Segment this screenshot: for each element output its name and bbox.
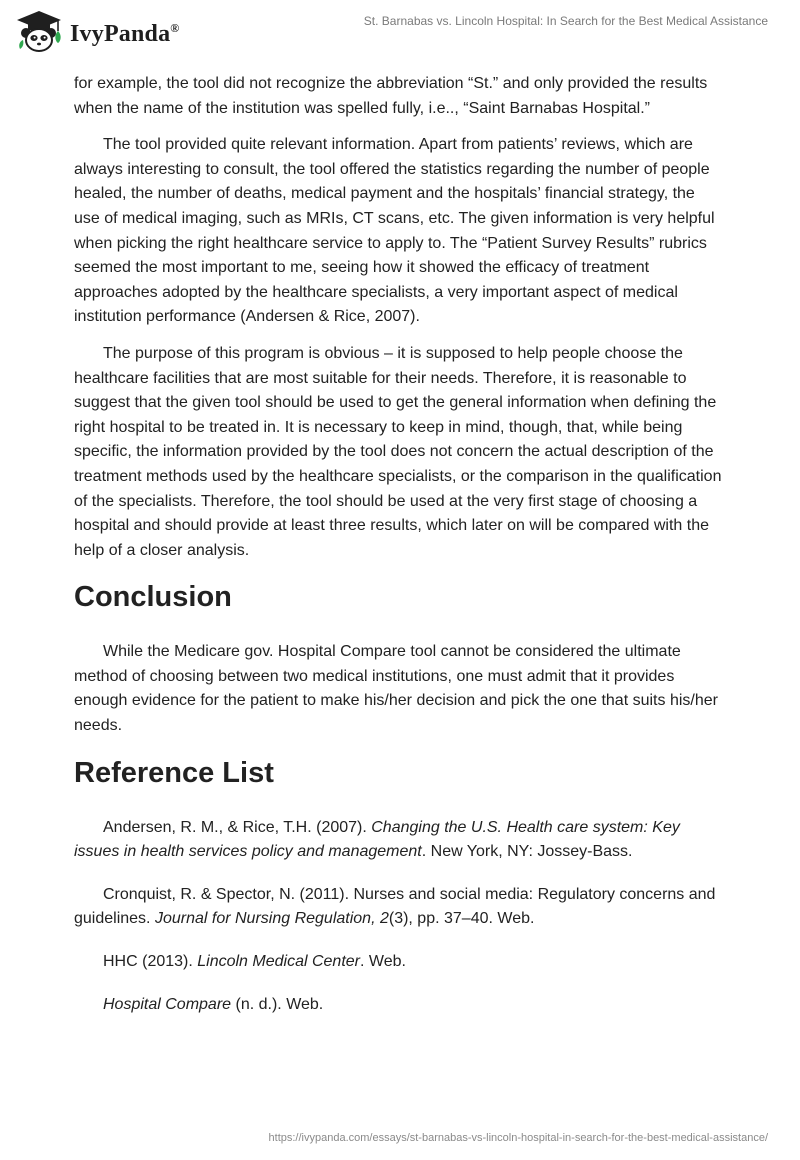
conclusion-paragraph: While the Medicare gov. Hospital Compare tool cannot be considered the ultimate method of choosing between two medical institutions, one must admit that it provides enough evidence for the patient to make his/her decision and pick the one that suits his/her needs. bbox=[74, 643, 718, 735]
reference-item: Andersen, R. M., & Rice, T.H. (2007). Changing the U.S. Health care system: Key issues in health services policy and management. New York, NY: Jossey-Bass. bbox=[74, 818, 680, 861]
body-paragraph: for example, the tool did not recognize the abbreviation “St.” and only provided the results when the name of the institution was spelled fully, i.e.., “Saint Barnabas Hospital.” bbox=[74, 75, 708, 117]
source-url[interactable]: https://ivypanda.com/essays/st-barnabas-vs-lincoln-hospital-in-search-for-the-best-medical-assistance/ bbox=[268, 1132, 768, 1144]
reference-item: HHC (2013). Lincoln Medical Center. Web. bbox=[103, 953, 406, 971]
document-title: St. Barnabas vs. Lincoln Hospital: In Search for the Best Medical Assistance bbox=[363, 14, 768, 28]
reference-list bbox=[74, 816, 724, 1018]
conclusion-heading: Conclusion bbox=[74, 581, 232, 614]
reference-item: Cronquist, R. & Spector, N. (2011). Nurses and social media: Regulatory concerns and guidelines. Journal for Nursing Regulation, 2(3), pp. 37–40. Web. bbox=[74, 885, 716, 928]
body-paragraph: The purpose of this program is obvious – it is supposed to help people choose the healthcare facilities that are most suitable for their needs. Therefore, it is reasonable to suggest that the given tool should be used to get the general information when defining the right hospital to be treated in. It is necessary to keep in mind, though, that, while being specific, the information provided by the tool does not concern the actual description of the treatment methods used by the healthcare specialists, or the comparison in the qualification of the specialists. Therefore, the tool should be used at the very first stage of choosing a hospital and should provide at least three results, which later on will be compared with the help of a closer analysis. bbox=[74, 344, 722, 559]
page-header bbox=[0, 0, 800, 62]
reference-item: Hospital Compare (n. d.). Web. bbox=[103, 995, 324, 1013]
brand-name: IvyPanda® bbox=[70, 20, 180, 47]
brand-logo[interactable] bbox=[14, 9, 179, 55]
body-paragraph: The tool provided quite relevant information. Apart from patients’ reviews, which are always interesting to consult, the tool offered the statistics regarding the number of people healed, the number of deaths, medical payment and the hospitals’ financial strategy, the use of medical imaging, such as MRIs, CT scans, etc. The given information is very helpful when picking the right healthcare service to apply to. The “Patient Survey Results” rubrics seemed the most important to me, seeing how it showed the efficacy of treatment approaches adopted by the healthcare specialists, a very important aspect of medical institution performance (Andersen & Rice, 2007). bbox=[74, 136, 715, 326]
reference-list-heading: Reference List bbox=[74, 756, 274, 789]
essay-body bbox=[74, 72, 724, 1035]
panda-graduate-icon bbox=[14, 9, 64, 55]
